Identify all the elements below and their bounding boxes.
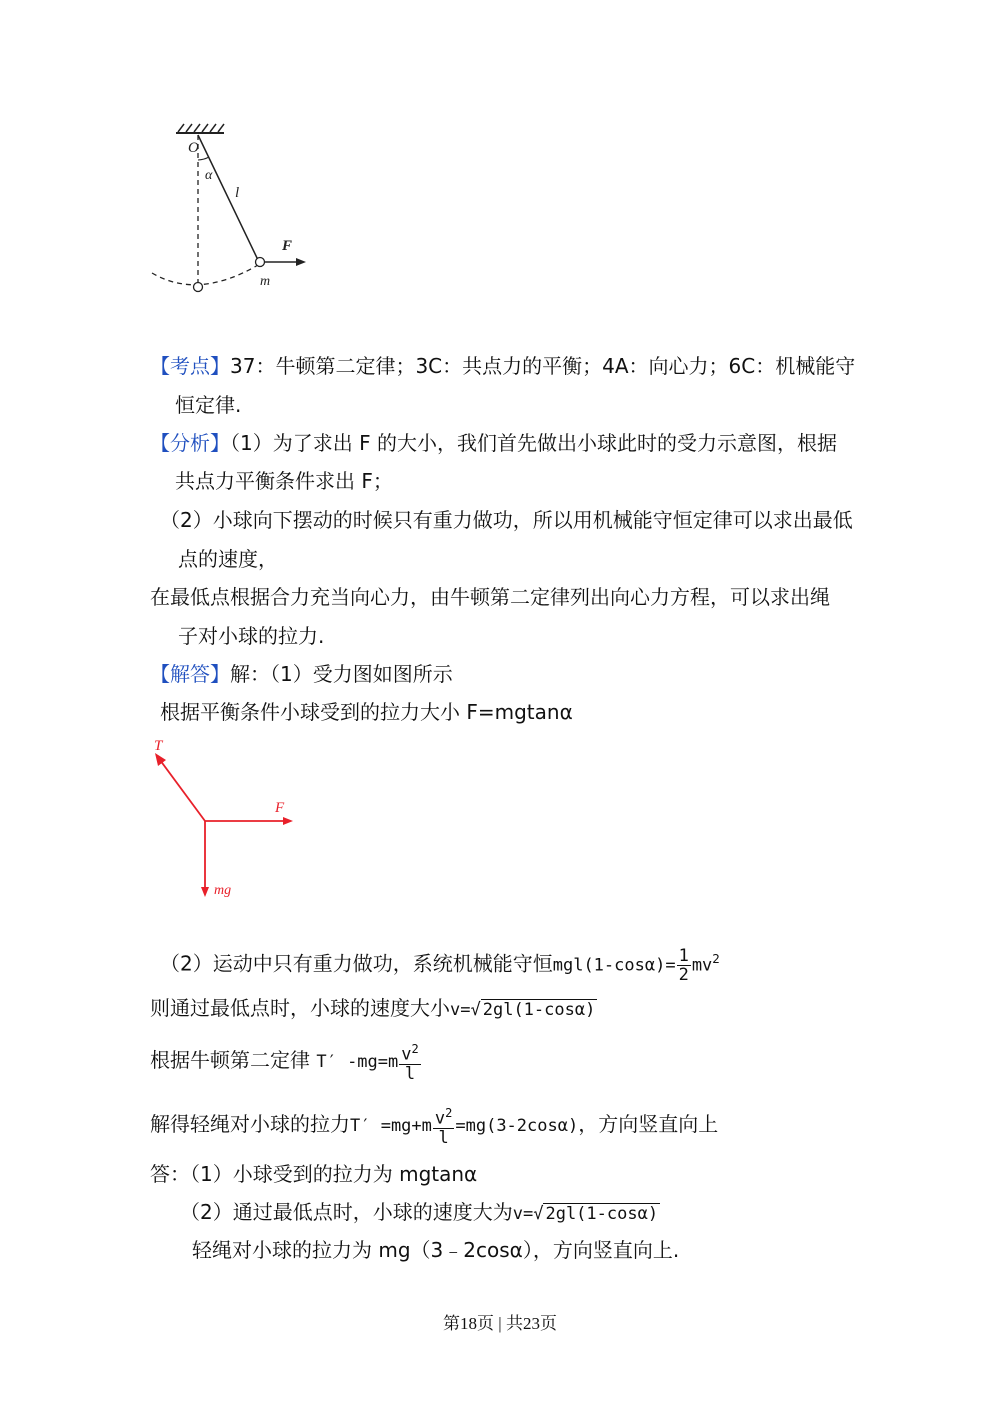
newton-text: 根据牛顿第二定律 bbox=[150, 1048, 310, 1072]
tension-eq2: =mg(3-2cosα) bbox=[455, 1116, 579, 1136]
tension-tail: ，方向竖直向上 bbox=[578, 1112, 719, 1136]
string-line bbox=[198, 135, 258, 260]
jieda-line1 bbox=[150, 660, 453, 688]
part2-text: （2）运动中只有重力做功，系统机械能守恒 bbox=[160, 951, 553, 976]
f-arrowhead bbox=[283, 817, 293, 825]
jieda-tag: 【解答】 bbox=[150, 662, 230, 686]
answer-line2 bbox=[180, 1198, 660, 1228]
tension-line bbox=[150, 1104, 718, 1147]
fenxi-line4: 点的速度， bbox=[178, 547, 278, 571]
mg-arrowhead bbox=[201, 887, 209, 897]
kaodian-line1 bbox=[150, 352, 855, 380]
tension-arrowhead bbox=[155, 753, 166, 766]
swing-arc bbox=[152, 265, 258, 285]
part2-line bbox=[160, 940, 720, 985]
fenxi-line1 bbox=[150, 429, 837, 457]
kaodian-tag: 【考点】 bbox=[150, 354, 230, 378]
ceiling-hatch bbox=[178, 124, 224, 132]
tension-eq1: T′ =mg+m bbox=[350, 1116, 432, 1136]
newton-frac-den: l bbox=[404, 1063, 416, 1084]
newton-fraction bbox=[399, 1040, 420, 1083]
answer-line2-v: v= bbox=[512, 1204, 534, 1224]
tension-fraction bbox=[433, 1104, 454, 1147]
velocity-v: v= bbox=[450, 1000, 471, 1020]
part2-eq-left: mgl(1-cosα)= bbox=[552, 955, 676, 976]
answer-line2-text: （2）通过最低点时，小球的速度大为 bbox=[180, 1200, 513, 1224]
velocity-line bbox=[150, 994, 597, 1024]
answer-line1: 答：（1）小球受到的拉力为 mgtanα bbox=[150, 1162, 478, 1186]
angle-arc bbox=[198, 157, 209, 160]
fenxi-line6: 子对小球的拉力. bbox=[178, 624, 325, 648]
force-diagram bbox=[145, 732, 315, 907]
tension-frac-den: l bbox=[438, 1127, 449, 1148]
page-footer: 第18页 | 共23页 bbox=[443, 1314, 557, 1333]
tension-frac-num: $v^2$ bbox=[434, 1106, 453, 1129]
label-F2: F bbox=[275, 800, 285, 816]
pendulum-ball bbox=[256, 258, 265, 267]
fenxi-line3: （2）小球向下摆动的时候只有重力做功，所以用机械能守恒定律可以求出最低 bbox=[160, 508, 853, 532]
pendulum-diagram bbox=[140, 115, 330, 305]
part2-frac-num: 1 bbox=[678, 945, 689, 966]
velocity-sqrt: √ 2gl(1-cosα) bbox=[470, 1000, 596, 1020]
force-arrowhead bbox=[296, 258, 306, 266]
part2-fraction bbox=[677, 947, 691, 984]
velocity-radicand: 2gl(1-cosα) bbox=[482, 1000, 596, 1020]
part2-frac-den: 2 bbox=[678, 964, 689, 985]
fenxi-tag: 【分析】 bbox=[150, 431, 230, 455]
part2-eq-exp: 2 bbox=[712, 952, 720, 966]
fenxi-line2: 共点力平衡条件求出 F； bbox=[175, 469, 393, 493]
jieda-line2: 根据平衡条件小球受到的拉力大小 F=mgtanα bbox=[160, 700, 573, 724]
label-T: T bbox=[154, 738, 163, 754]
answer-sqrt: √ 2gl(1-cosα) bbox=[533, 1204, 659, 1224]
tension-text: 解得轻绳对小球的拉力 bbox=[150, 1112, 350, 1136]
tension-arrow bbox=[160, 760, 205, 821]
answer-radicand: 2gl(1-cosα) bbox=[545, 1204, 659, 1224]
newton-frac-num: $v^2$ bbox=[401, 1042, 419, 1065]
label-mg: mg bbox=[214, 883, 232, 898]
label-l: l bbox=[235, 185, 240, 201]
velocity-text: 则通过最低点时，小球的速度大小 bbox=[150, 996, 450, 1020]
jieda-text1: 解：（1）受力图如图所示 bbox=[230, 662, 453, 686]
part2-eq-right: mv bbox=[691, 955, 713, 976]
kaodian-text1: 37：牛顿第二定律；3C：共点力的平衡；4A：向心力；6C：机械能守 bbox=[230, 354, 856, 378]
newton-eq: T′ -mg=m bbox=[316, 1052, 399, 1072]
answer-line3: 轻绳对小球的拉力为 mg（3﹣2cosα），方向竖直向上. bbox=[192, 1238, 680, 1262]
label-O: O bbox=[188, 140, 199, 156]
kaodian-line2: 恒定律. bbox=[175, 393, 242, 417]
label-F: F bbox=[282, 238, 293, 254]
fenxi-line5: 在最低点根据合力充当向心力，由牛顿第二定律列出向心力方程，可以求出绳 bbox=[150, 585, 830, 609]
label-alpha: α bbox=[205, 168, 213, 183]
newton-line bbox=[150, 1040, 422, 1083]
fenxi-text1: （1）为了求出 F 的大小，我们首先做出小球此时的受力示意图，根据 bbox=[230, 431, 837, 455]
label-m: m bbox=[260, 274, 271, 289]
bottom-ball bbox=[194, 283, 203, 292]
